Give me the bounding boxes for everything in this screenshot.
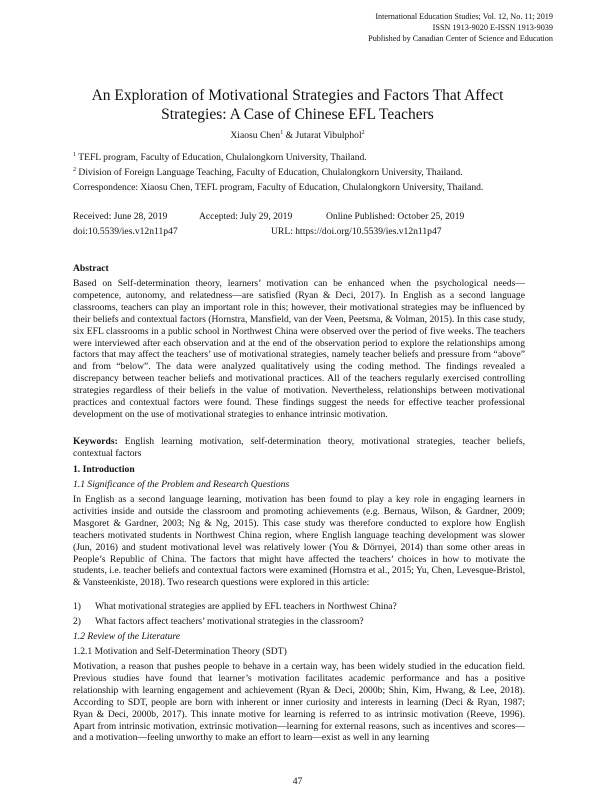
page-number: 47 [292, 776, 303, 787]
abstract-heading: Abstract [73, 263, 109, 274]
author-separator: & [283, 130, 296, 141]
section-heading-introduction: 1. Introduction [73, 464, 135, 475]
accepted-date: Accepted: July 29, 2019 [199, 211, 293, 222]
author-1: Xiaosu Chen [230, 130, 281, 141]
list-number: 1) [73, 601, 81, 612]
affiliation-1: $^1$ TEFL program, Faculty of Education, Chulalongkorn University, Thailand. [73, 151, 367, 163]
subsubsection-heading-sdt: 1.2.1 Motivation and Self-Determination Theory (SDT) [73, 646, 287, 657]
online-date: Online Published: October 25, 2019 [326, 211, 465, 222]
journal-citation: International Education Studies; Vol. 12, No. 11; 2019 [375, 12, 553, 21]
author-2-affil: 2 [361, 129, 365, 136]
journal-header [368, 11, 553, 44]
journal-issn: ISSN 1913-9020 E-ISSN 1913-9039 [432, 23, 553, 32]
research-question-2 [73, 616, 364, 627]
correspondence: Correspondence: Xiaosu Chen, TEFL program, Faculty of Education, Chulalongkorn University, Thailand. [73, 182, 484, 193]
author-2: Jutarat Vibulphol [295, 130, 362, 141]
author-1-affil: 1 [280, 129, 284, 136]
affiliation-2: $^2$ Division of Foreign Language Teaching, Faculty of Education, Chulalongkorn University, Thailand. [73, 166, 463, 178]
list-text: What factors affect teachers’ motivational strategies in the classroom? [95, 616, 364, 627]
received-date: Received: June 28, 2019 [73, 211, 168, 222]
intro-paragraph-2: Motivation, a reason that pushes people to behave in a certain way, has been widely studied in the education field. Previous studies have found that learner’s motivation facilitates academic performance and has a positive relationship with learning engagement and achievement (Ryan & Deci, 2000b; Shin, Kim, Hwang, & Lee, 2018). According to SDT, people are born with inherent or inner curiosity and interests in learning (Deci & Ryan, 1987; Ryan & Deci, 2000b, 2017). This innate motive for learning is referred to as intrinsic motivation (Reeve, 1996). Apart from intrinsic motivation, extrinsic motivation—learning for external reasons, such as incentives and scores—and a motivation—feeling unworthy to make an effort to learn—exist as well in any learning [73, 661, 525, 744]
title-line-1: An Exploration of Motivational Strategies and Factors That Affect [91, 87, 504, 104]
research-question-1 [73, 601, 397, 612]
doi: doi:10.5539/ies.v12n11p47 [73, 226, 178, 237]
paper-title [50, 86, 545, 124]
list-number: 2) [73, 616, 81, 627]
intro-paragraph-1: In English as a second language learning, motivation has been found to play a key role in engaging learners in activities inside and outside the classroom and promoting achievements (e.g. Bernaus, Wilson, & Gardner, 2009; Masgoret & Gardner, 2003; Ng & Ng, 2015). This case study was therefore conducted to explore how English teachers motivated students in Northwest China region, where English language teaching development was slower (Jun, 2016) and student motivational level was relatively lower (You & Dörnyei, 2014) than some other areas in People’s Republic of China. The factors that might have affected the teachers’ choices in how to motivate the students, i.e. teacher beliefs and contextual factors were examined (Hornstra et al., 2015; Yu, Chen, Levesque-Bristol, & Vansteenkiste, 2018). Two research questions were explored in this article: [73, 494, 525, 589]
doi-line [73, 226, 525, 237]
subsection-heading-significance: 1.1 Significance of the Problem and Research Questions [73, 479, 290, 490]
author-list [0, 130, 595, 141]
keywords [73, 436, 528, 460]
publication-dates [73, 211, 525, 222]
journal-publisher: Published by Canadian Center of Science and Education [368, 34, 553, 43]
keywords-text: English learning motivation, self-determination theory, motivational strategies, teacher beliefs, contextual factors [73, 436, 528, 459]
abstract-text: Based on Self-determination theory, learners’ motivation can be enhanced when the psychological needs—competence, autonomy, and relatedness—are satisfied (Ryan & Deci, 2017). In English as a second language classrooms, teachers can play an important role in this; however, their motivational strategies may be influenced by their beliefs and contextual factors (Hornstra, Mansfield, van der Veen, Peetsma, & Volman, 2015). In this case study, six EFL classrooms in a public school in Northwest China were observed over the period of five weeks. The teachers were interviewed after each observation and at the end of the observation period to explore the relationships among factors that may affect the teachers’ use of motivational strategies, namely teacher beliefs and pressure from “above” and from “below”. The data were analyzed qualitatively using the coding method. The findings revealed a discrepancy between teacher beliefs and motivational practices. All of the teachers regularly exercised controlling strategies regardless of their beliefs in the value of motivation. Nevertheless, relationships between motivational practices and contextual factors were found. These findings suggest the needs for effective teacher professional development on the use of motivational strategies to enhance intrinsic motivation. [73, 278, 525, 420]
subsection-heading-literature-review: 1.2 Review of the Literature [73, 631, 181, 642]
list-text: What motivational strategies are applied by EFL teachers in Northwest China? [95, 601, 397, 612]
doi-url[interactable]: URL: https://doi.org/10.5539/ies.v12n11p47 [271, 226, 442, 237]
title-line-2: Strategies: A Case of Chinese EFL Teachers [161, 106, 434, 123]
keywords-label: Keywords: [73, 436, 118, 447]
